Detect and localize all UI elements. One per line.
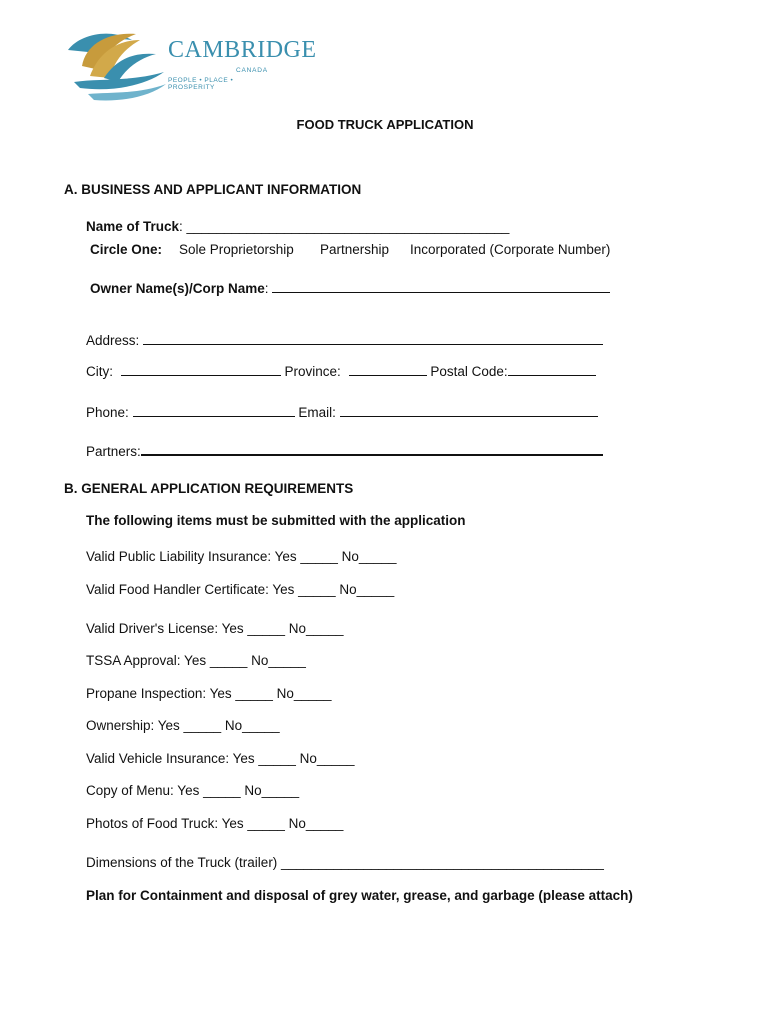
req-food-handler-certificate[interactable]: Valid Food Handler Certificate: Yes _____ No_____ xyxy=(86,582,395,597)
containment-plan-label: Plan for Containment and disposal of grey water, grease, and garbage xyxy=(86,888,535,903)
city-row xyxy=(86,364,596,379)
circle-one-label: Circle One: xyxy=(90,242,163,257)
province-label: Province: xyxy=(284,364,341,379)
owner-name-row: Owner Name(s)/Corp Name: xyxy=(90,281,610,296)
truck-dimensions-field[interactable]: Dimensions of the Truck (trailer) ___________________________________________ xyxy=(86,855,604,870)
postal-code-label: Postal Code: xyxy=(430,364,508,379)
req-ownership[interactable]: Ownership: Yes _____ No_____ xyxy=(86,718,280,733)
containment-plan-note: (please attach) xyxy=(534,888,633,903)
owner-name-field[interactable] xyxy=(272,291,610,293)
truck-name-label: Name of Truck xyxy=(86,219,180,234)
address-row xyxy=(86,333,603,348)
postal-code-field[interactable] xyxy=(508,374,596,376)
cambridge-logo xyxy=(60,26,317,102)
phone-row xyxy=(86,405,598,420)
section-a-heading: A. BUSINESS AND APPLICANT INFORMATION xyxy=(64,182,362,197)
address-label: Address: xyxy=(86,333,140,348)
req-tssa-approval[interactable]: TSSA Approval: Yes _____ No_____ xyxy=(86,653,306,668)
req-propane-inspection[interactable]: Propane Inspection: Yes _____ No_____ xyxy=(86,686,332,701)
req-drivers-license[interactable]: Valid Driver's License: Yes _____ No_____ xyxy=(86,621,344,636)
email-label: Email: xyxy=(298,405,336,420)
logo-country: CANADA xyxy=(236,67,268,74)
address-field[interactable] xyxy=(143,343,603,345)
req-copy-of-menu[interactable]: Copy of Menu: Yes _____ No_____ xyxy=(86,783,300,798)
option-sole-proprietorship[interactable]: Sole Proprietorship xyxy=(179,242,294,257)
req-vehicle-insurance[interactable]: Valid Vehicle Insurance: Yes _____ No_____ xyxy=(86,751,355,766)
email-field[interactable] xyxy=(340,415,598,417)
phone-field[interactable] xyxy=(133,415,295,417)
phone-label: Phone: xyxy=(86,405,129,420)
option-incorporated[interactable]: Incorporated (Corporate Number) xyxy=(410,242,611,257)
truck-name-row xyxy=(86,219,509,234)
owner-name-label: Owner Name(s)/Corp Name xyxy=(90,281,265,296)
requirements-intro: The following items must be submitted with the application xyxy=(86,513,466,528)
city-field[interactable] xyxy=(121,374,281,376)
partners-row xyxy=(86,444,603,459)
province-field[interactable] xyxy=(349,374,427,376)
logo-name: CAMBRIDGE xyxy=(168,37,317,63)
logo-tagline: PEOPLE • PLACE • PROSPERITY xyxy=(168,77,234,91)
partners-field[interactable] xyxy=(141,453,603,456)
section-b-heading: B. GENERAL APPLICATION REQUIREMENTS xyxy=(64,481,354,496)
truck-name-field[interactable]: : ___________________________________________ xyxy=(179,219,510,234)
partners-label: Partners: xyxy=(86,444,141,459)
req-liability-insurance[interactable]: Valid Public Liability Insurance: Yes _____ No_____ xyxy=(86,549,397,564)
req-photos-of-truck[interactable]: Photos of Food Truck: Yes _____ No_____ xyxy=(86,816,344,831)
form-title: FOOD TRUCK APPLICATION xyxy=(296,117,474,132)
city-label: City: xyxy=(86,364,113,379)
containment-plan-row xyxy=(86,888,633,903)
option-partnership[interactable]: Partnership xyxy=(320,242,390,257)
cambridge-logo-icon xyxy=(60,26,170,102)
